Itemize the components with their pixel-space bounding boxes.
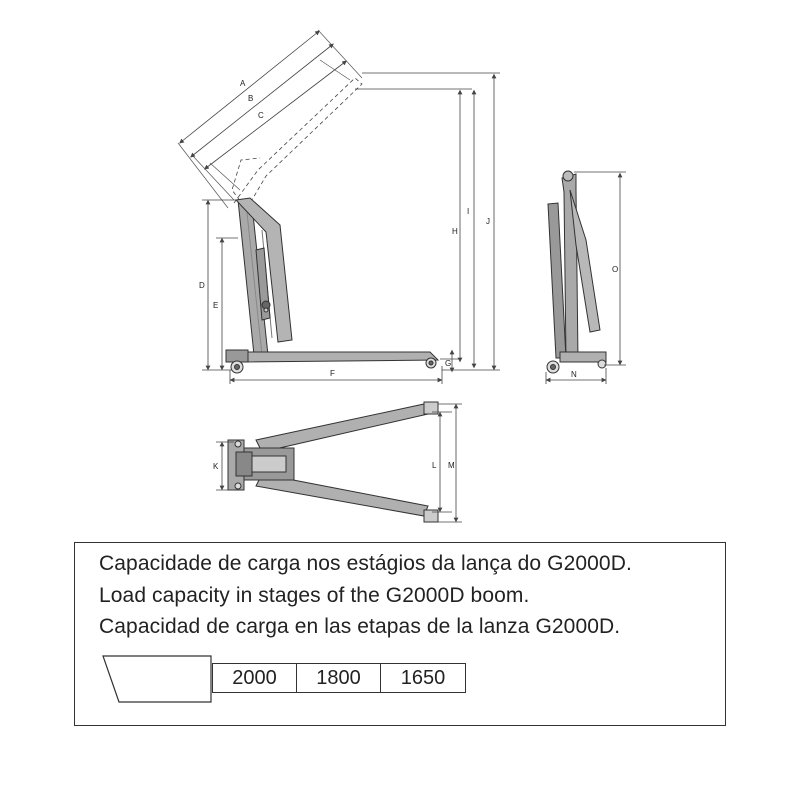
dim-label-j: J <box>486 217 490 226</box>
side-view <box>178 30 500 384</box>
load-capacity-box <box>74 542 726 726</box>
boom-stage-icon <box>101 654 213 704</box>
dim-label-a: A <box>240 79 246 88</box>
crane-base-leg <box>226 350 438 362</box>
dim-label-b: B <box>248 94 254 103</box>
folded-crane-body <box>547 171 606 373</box>
horizontal-dimension-arrow-f <box>230 366 442 384</box>
vertical-dimension-arrows-de <box>202 200 238 370</box>
dim-label-h: H <box>452 227 458 236</box>
boom-dimension-arrows <box>181 32 345 168</box>
dim-label-e: E <box>213 301 219 310</box>
dim-label-i: I <box>467 207 470 216</box>
capacity-stage-3: 1650 <box>400 667 446 689</box>
top-view <box>213 402 462 522</box>
caption-english: Load capacity in stages of the G2000D boom. <box>99 584 530 607</box>
dim-label-c: C <box>258 111 264 120</box>
dim-label-l: L <box>432 461 437 470</box>
dim-label-m: M <box>448 461 455 470</box>
folded-view <box>546 171 626 384</box>
dim-label-o: O <box>612 265 619 274</box>
dim-label-g: G <box>445 359 452 368</box>
dim-label-n: N <box>571 370 577 379</box>
dim-label-k: K <box>213 462 219 471</box>
dim-label-d: D <box>199 281 205 290</box>
capacity-table <box>212 663 466 693</box>
capacity-stage-2: 1800 <box>297 664 381 692</box>
vertical-dimension-arrows-hij <box>355 73 500 370</box>
dim-label-f: F <box>330 369 335 378</box>
caption-portuguese: Capacidade de carga nos estágios da lança do G2000D. <box>99 552 632 575</box>
caption-spanish: Capacidad de carga en las etapas de la lanza G2000D. <box>99 615 621 638</box>
capacity-stage-1: 2000 <box>213 664 297 692</box>
